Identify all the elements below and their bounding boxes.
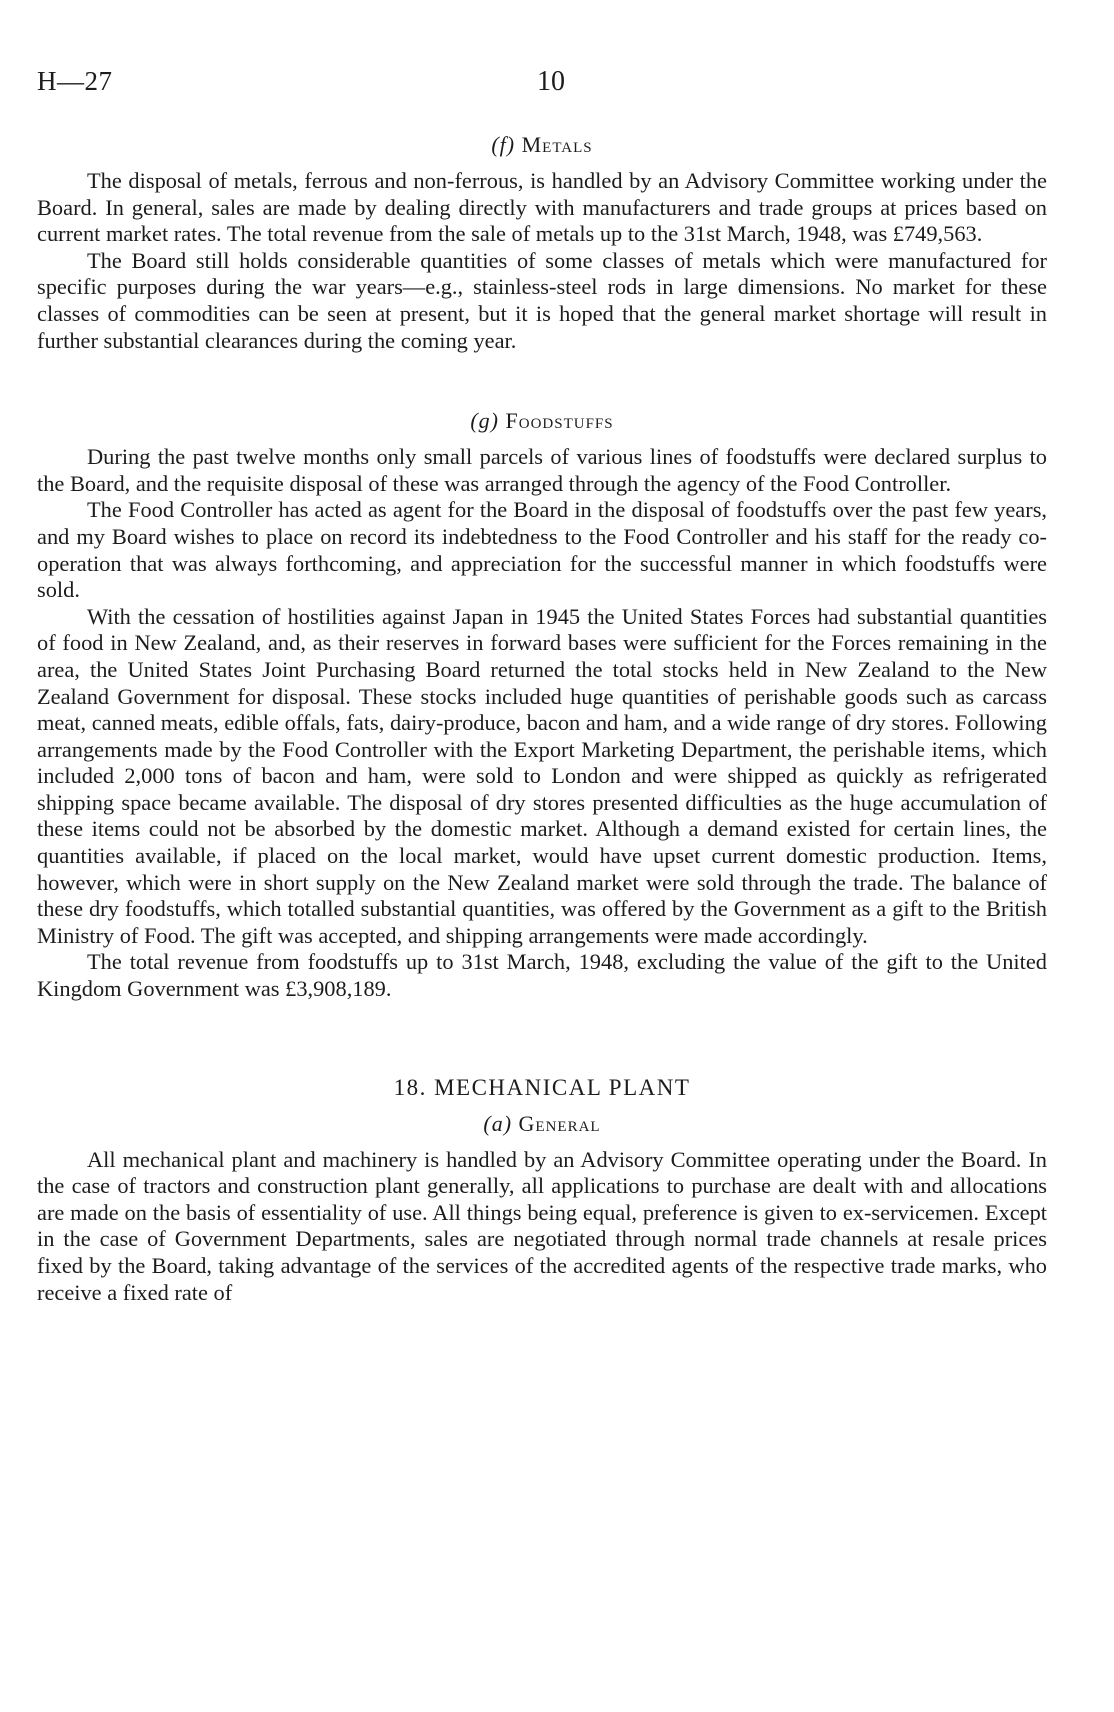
foodstuffs-paragraph-1: During the past twelve months only small parcels of various lines of foodstuffs were declared surplus to the Board, and the requisite disposal of these was arranged through the agency of the Food Controller. [37,444,1047,496]
foodstuffs-heading-title: Foodstuffs [505,408,614,434]
general-subheading [37,1109,1047,1139]
mechanical-plant-heading: 18. MECHANICAL PLANT [393,1074,691,1100]
page-number: 10 [537,66,565,97]
foodstuffs-heading-prefix: (g) [470,408,500,434]
foodstuffs-paragraph-3: With the cessation of hostilities against Japan in 1945 the United States Forces had substantial quantities of food in New Zealand, and, as their reserves in forward bases were sufficient for the Forces remaining in the area, the United States Joint Purchasing Board returned the total stocks held in New Zealand to the New Zealand Government for disposal. These stocks included huge quantities of perishable goods such as carcass meat, canned meats, edible offals, fats, dairy-produce, bacon and ham, and a wide range of dry stores. Following arrangements made by the Food Controller with the Export Marketing Department, the perishable items, which included 2,000 tons of bacon and ham, were sold to London and were shipped as quickly as refrigerated shipping space became available. The disposal of dry stores presented difficulties as the huge accumulation of these items could not be absorbed by the domestic market. Although a demand existed for certain lines, the quantities available, if placed on the local market, would have upset current domestic production. Items, however, which were in short supply on the New Zealand market were sold through the trade. The balance of these dry foodstuffs, which totalled substantial quantities, was offered by the Government as a gift to the British Ministry of Food. The gift was accepted, and shipping arrangements were made accordingly. [37,603,1047,948]
foodstuffs-paragraph-2: The Food Controller has acted as agent for the Board in the disposal of foodstuffs over the past few years, and my Board wishes to place on record its indebtedness to the Food Controller and his staff for the ready co-operation that was always forthcoming, and appreciation for the successful manner in which foodstuffs were sold. [37,497,1047,603]
general-subheading-prefix: (a) [483,1110,513,1136]
document-code: H—27 [37,66,113,96]
foodstuffs-heading [37,406,1047,436]
mechanical-plant-paragraph-1: All mechanical plant and machinery is handled by an Advisory Committee operating under the Board. In the case of tractors and construction plant generally, all applications to purchase are dealt with and allocations are made on the basis of essentiality of use. All things being equal, preference is given to ex-servicemen. Except in the case of Government Departments, sales are negotiated through normal trade channels at resale prices fixed by the Board, taking advantage of the services of the accredited agents of the respective trade marks, who receive a fixed rate of [37,1146,1047,1305]
foodstuffs-paragraph-4: The total revenue from foodstuffs up to 31st March, 1948, excluding the value of the gift to the United Kingdom Government was £3,908,189. [37,949,1047,1002]
page-body [37,130,1047,1306]
metals-heading [37,130,1047,160]
metals-heading-title: Metals [521,132,593,157]
general-subheading-title: General [518,1110,601,1136]
metals-heading-prefix: (f) [491,132,516,157]
metals-paragraph-2: The Board still holds considerable quantities of some classes of metals which were manufactured for specific purposes during the war years—e.g., stainless-steel rods in large dimensions. No market for these classes of commodities can be seen at present, but it is hoped that the general market shortage will result in further substantial clearances during the coming year. [37,247,1047,353]
metals-paragraph-1: The disposal of metals, ferrous and non-ferrous, is handled by an Advisory Committee working under the Board. In general, sales are made by dealing directly with manufacturers and trade groups at prices based on current market rates. The total revenue from the sale of metals up to the 31st March, 1948, was £749,563. [37,168,1047,247]
